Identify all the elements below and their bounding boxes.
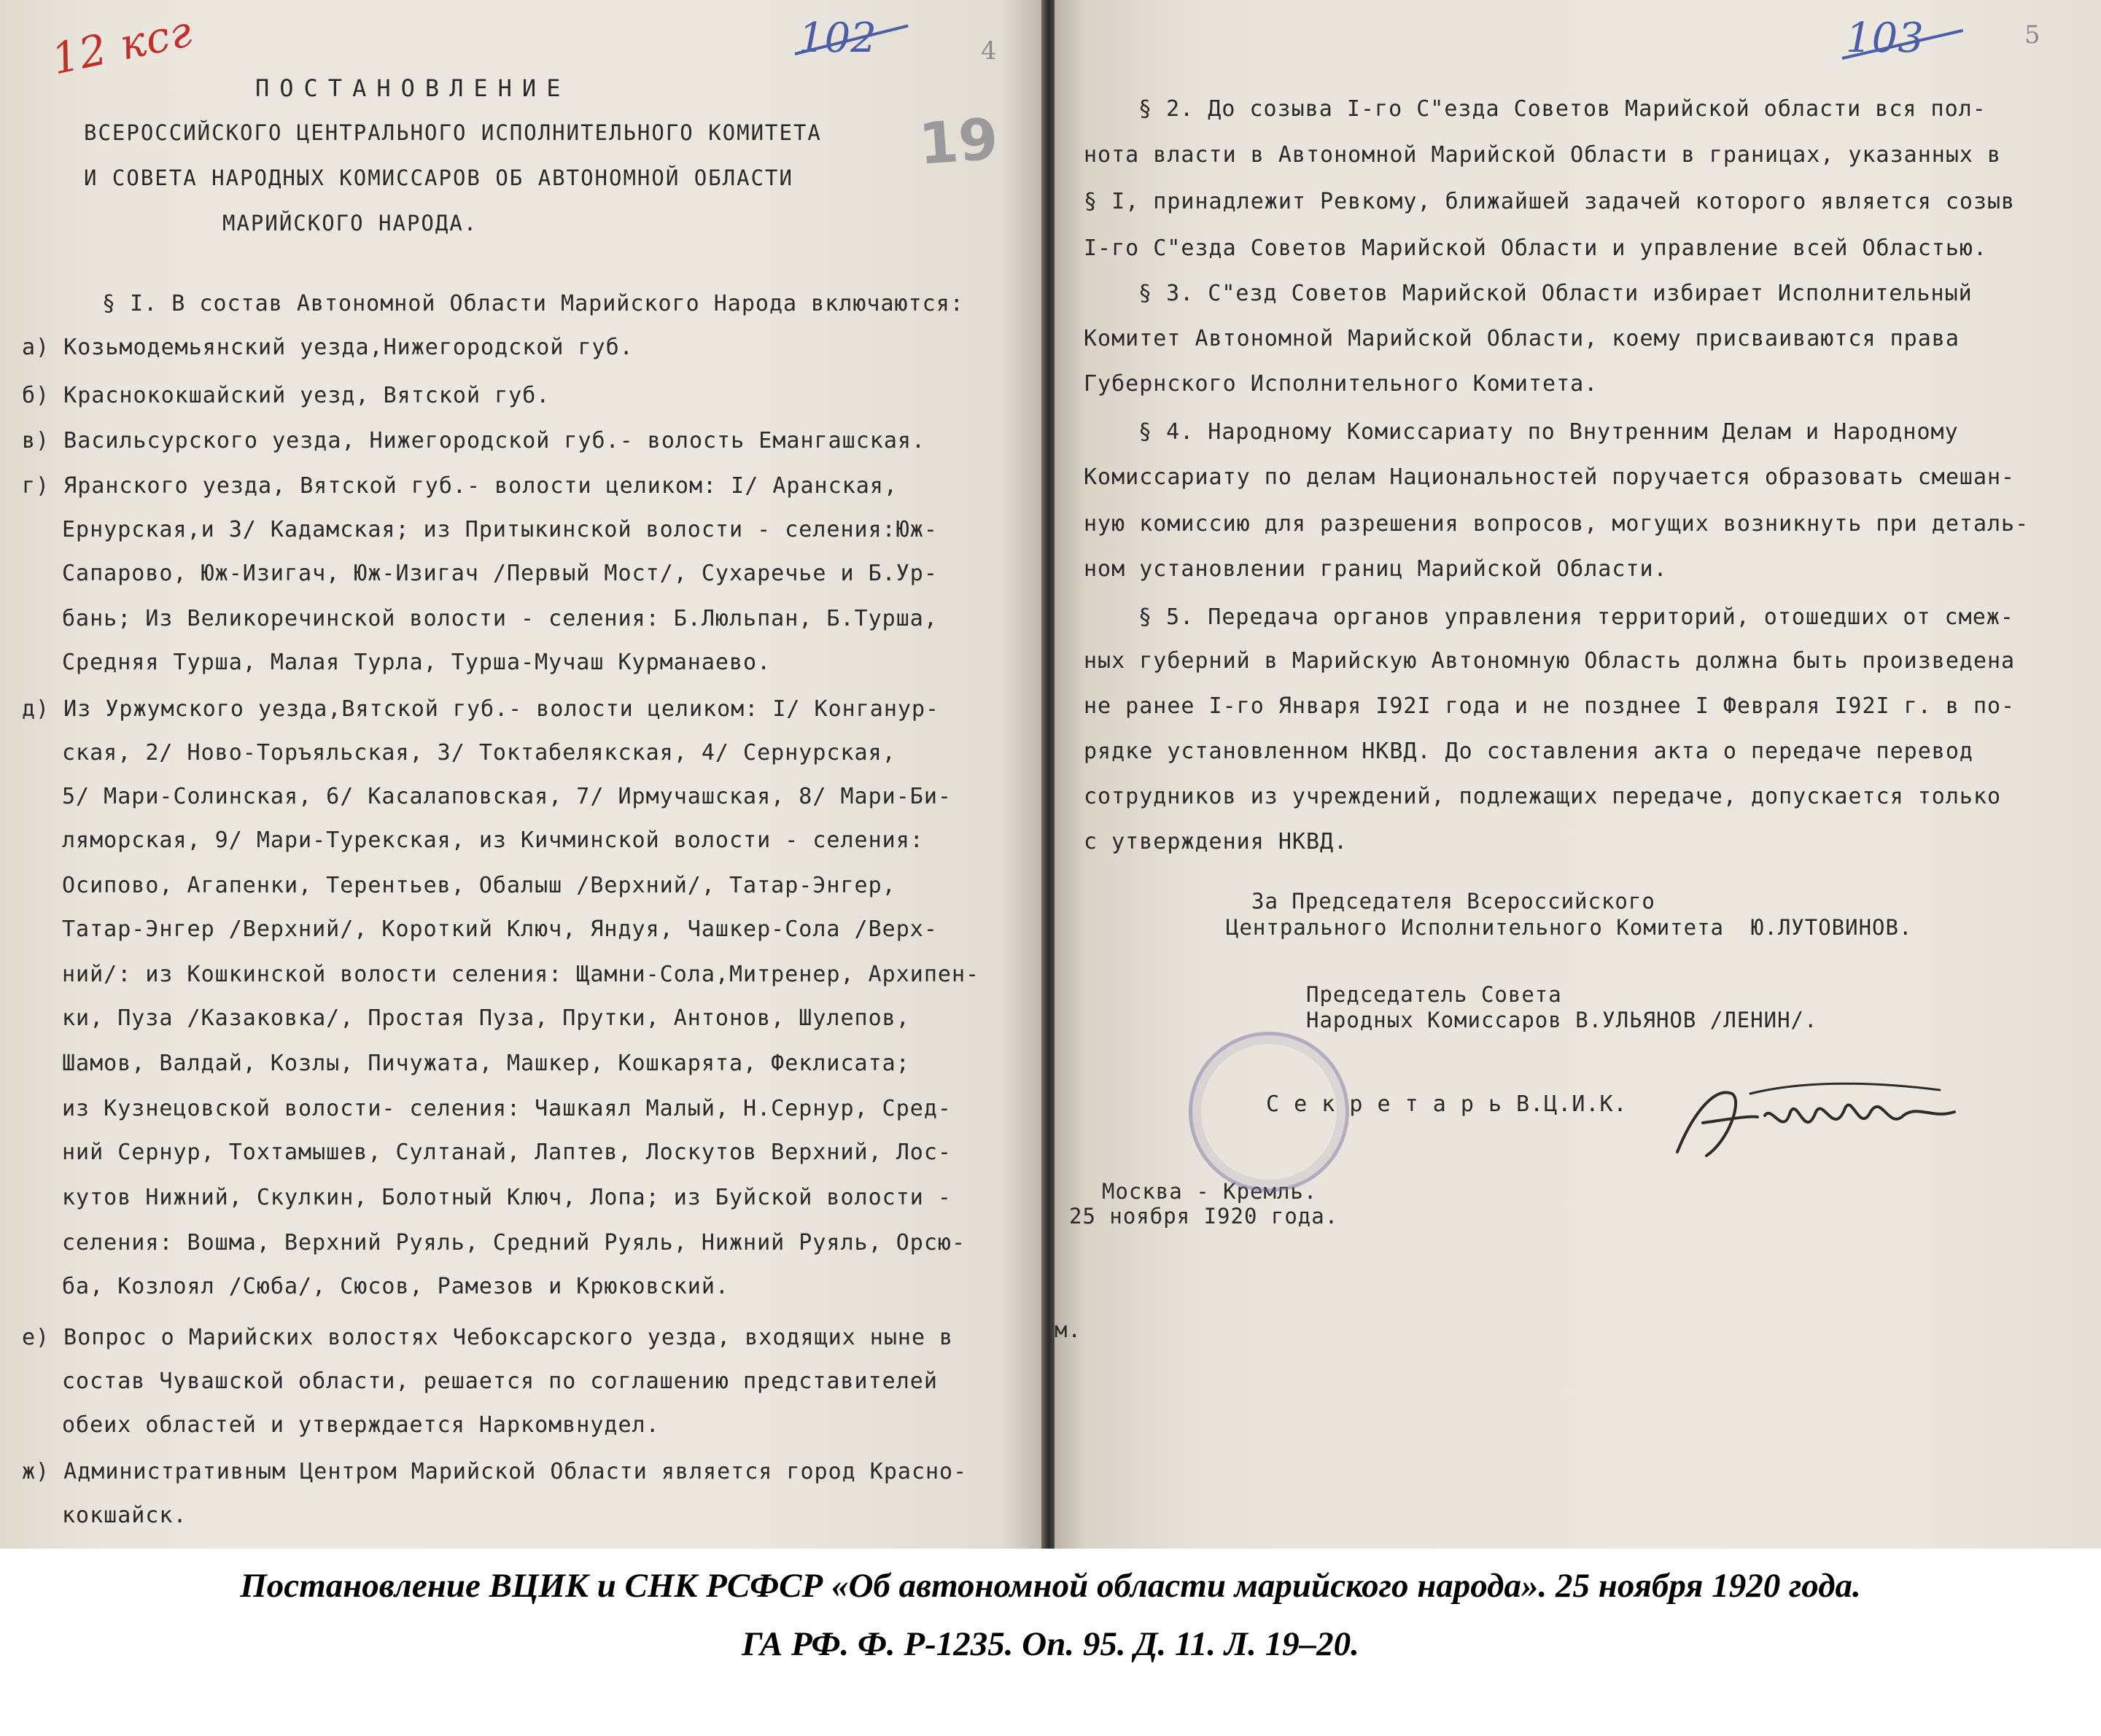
text-line: кутов Нижний, Скулкин, Болотный Ключ, Лопа; из Буйской волости - [62, 1185, 952, 1210]
text-line: а) Козьмодемьянский уезда,Нижегородской губ. [22, 335, 634, 360]
signatory-cec-name: Центрального Исполнительного Комитета Ю.ЛУТОВИНОВ. [1226, 915, 1913, 940]
text-line: ном установлении границ Марийской Области. [1084, 556, 1668, 582]
text-line: кокшайск. [62, 1503, 187, 1528]
text-line: Комиссариату по делам Национальностей поручается образовать смешан- [1084, 464, 2016, 490]
text-line: из Кузнецовской волости- селения: Чашкаял Малый, Н.Сернур, Сред- [62, 1096, 952, 1121]
text-line: ную комиссию для разрешения вопросов, могущих возникнуть при деталь- [1084, 511, 2030, 537]
folio-number-big: 19 [916, 106, 1001, 178]
text-line: § I. В состав Автономной Области Марийского Народа включаются: [102, 291, 964, 316]
text-line: в) Васильсурского уезда, Нижегородской губ.- волость Емангашская. [22, 428, 925, 454]
text-line: не ранее I-го Января I92I года и не позднее I Февраля I92I г. в по- [1084, 693, 2016, 719]
text-line: ж) Административным Центром Марийской Области является город Красно- [22, 1459, 968, 1484]
text-line: ний Сернур, Тохтамышев, Султанай, Лаптев, Лоскутов Верхний, Лос- [62, 1140, 952, 1165]
text-line: д) Из Уржумского уезда,Вятской губ.- волости целиком: I/ Конганур- [22, 696, 940, 722]
text-line: г) Яранского уезда, Вятской губ.- волости целиком: I/ Аранская, [22, 473, 898, 499]
text-line: состав Чувашской области, решается по соглашению представителей [62, 1369, 938, 1394]
text-line: обеих областей и утверждается Наркомвнудел. [62, 1412, 660, 1438]
handwritten-signature [1663, 1072, 1969, 1174]
text-line: ская, 2/ Ново-Торъяльская, 3/ Токтабелякская, 4/ Сернурская, [62, 740, 896, 766]
caption-archive-reference: ГА РФ. Ф. Р-1235. Оп. 95. Д. 11. Л. 19–20. [742, 1625, 1359, 1663]
folio-number-old: 103 [1846, 15, 1924, 62]
text-line: Татар-Энгер /Верхний/, Короткий Ключ, Яндуя, Чашкер-Сола /Верх- [62, 916, 938, 942]
date-line: 25 ноября I920 года. [1069, 1204, 1339, 1229]
text-line: Сапарово, Юж-Изигач, Юж-Изигач /Первый Мост/, Сухаречье и Б.Ур- [62, 561, 938, 586]
text-line: Шамов, Валдай, Козлы, Пичужата, Машкер, Кошкарята, Феклисата; [62, 1051, 910, 1076]
text-line: ляморская, 9/ Мари-Турекская, из Кичминской волости - селения: [62, 828, 924, 853]
text-line: 5/ Мари-Солинская, 6/ Касалаповская, 7/ Ирмучашская, 8/ Мари-Би- [62, 784, 952, 809]
left-page [0, 0, 1044, 1549]
text-line: с утверждения НКВД. [1084, 829, 1348, 855]
text-line: рядке установленном НКВД. До составления акта о передаче перевод [1084, 739, 1973, 764]
signatory-snk-title: Председатель Совета [1306, 982, 1562, 1007]
caption-title: Постановление ВЦИК и СНК РСФСР «Об автономной области марийского народа». 25 ноября 1920 года. [240, 1567, 1861, 1605]
right-page [1055, 0, 2101, 1549]
text-line: § 3. С"езд Советов Марийской Области избирает Исполнительный [1138, 281, 1973, 306]
text-line: бань; Из Великоречинской волости - селения: Б.Люльпан, Б.Турша, [62, 606, 938, 631]
text-line: § 4. Народному Комиссариату по Внутренним Делам и Народному [1138, 419, 1959, 445]
text-line: § I, принадлежит Ревкому, ближайшей задачей которого является созыв [1084, 189, 2016, 214]
page-title: ПОСТАНОВЛЕНИЕ [255, 74, 571, 102]
margin-mark: м. [1055, 1317, 1081, 1342]
text-line: селения: Вошма, Верхний Руяль, Средний Руяль, Нижний Руяль, Орсю- [62, 1230, 966, 1256]
text-line: нота власти в Автономной Марийской Области в границах, указанных в [1084, 142, 2002, 168]
text-line: Ернурская,и 3/ Кадамская; из Притыкинской волости - селения:Юж- [62, 517, 938, 542]
text-line: ных губерний в Марийскую Автономную Область должна быть произведена [1084, 648, 2016, 674]
signatory-snk-name: Народных Комиссаров В.УЛЬЯНОВ /ЛЕНИН/. [1306, 1008, 1818, 1032]
text-line: сотрудников из учреждений, подлежащих передаче, допускается только [1084, 784, 2002, 809]
handwritten-archive-mark: 12 ксг [47, 6, 197, 85]
place-line: Москва - Кремль. [1102, 1179, 1318, 1204]
text-line: ний/: из Кошкинской волости селения: Щамни-Сола,Митренер, Архипен- [62, 962, 980, 987]
secretary-label: С е к р е т а р ь В.Ц.И.К. [1266, 1091, 1628, 1117]
title-line-2: ВСЕРОССИЙСКОГО ЦЕНТРАЛЬНОГО ИСПОЛНИТЕЛЬНОГО КОМИТЕТА [84, 120, 822, 145]
text-line: § 5. Передача органов управления территорий, отошедших от смеж- [1138, 604, 2014, 630]
folio-number-old: 102 [799, 15, 877, 62]
title-line-3: И СОВЕТА НАРОДНЫХ КОМИССАРОВ ОБ АВТОНОМНОЙ ОБЛАСТИ [84, 166, 793, 190]
text-line: I-го С"езда Советов Марийской Области и управление всей Областью. [1084, 236, 1987, 261]
title-line-4: МАРИЙСКОГО НАРОДА. [222, 211, 478, 236]
signatory-cec-title: За Председателя Всероссийского [1251, 889, 1655, 914]
text-line: б) Краснококшайский уезд, Вятской губ. [22, 383, 551, 408]
text-line: § 2. До созыва I-го С"езда Советов Марийской области вся пол- [1138, 96, 1987, 122]
folio-number-small: 4 [981, 36, 997, 66]
round-seal-stamp [1189, 1032, 1349, 1192]
text-line: е) Вопрос о Марийских волостях Чебоксарского уезда, входящих ныне в [22, 1325, 954, 1350]
text-line: ба, Козлоял /Сюба/, Сюсов, Рамезов и Крюковский. [62, 1274, 729, 1299]
text-line: Средняя Турша, Малая Турла, Турша-Мучаш Курманаево. [62, 650, 772, 675]
text-line: Губернского Исполнительного Комитета. [1084, 371, 1599, 397]
text-line: ки, Пуза /Казаковка/, Простая Пуза, Прутки, Антонов, Шулепов, [62, 1005, 910, 1031]
text-line: Комитет Автономной Марийской Области, коему присваиваются права [1084, 326, 1960, 351]
text-line: Осипово, Агапенки, Терентьев, Обалыш /Верхний/, Татар-Энгер, [62, 873, 896, 898]
folio-number-small: 5 [2024, 20, 2040, 50]
